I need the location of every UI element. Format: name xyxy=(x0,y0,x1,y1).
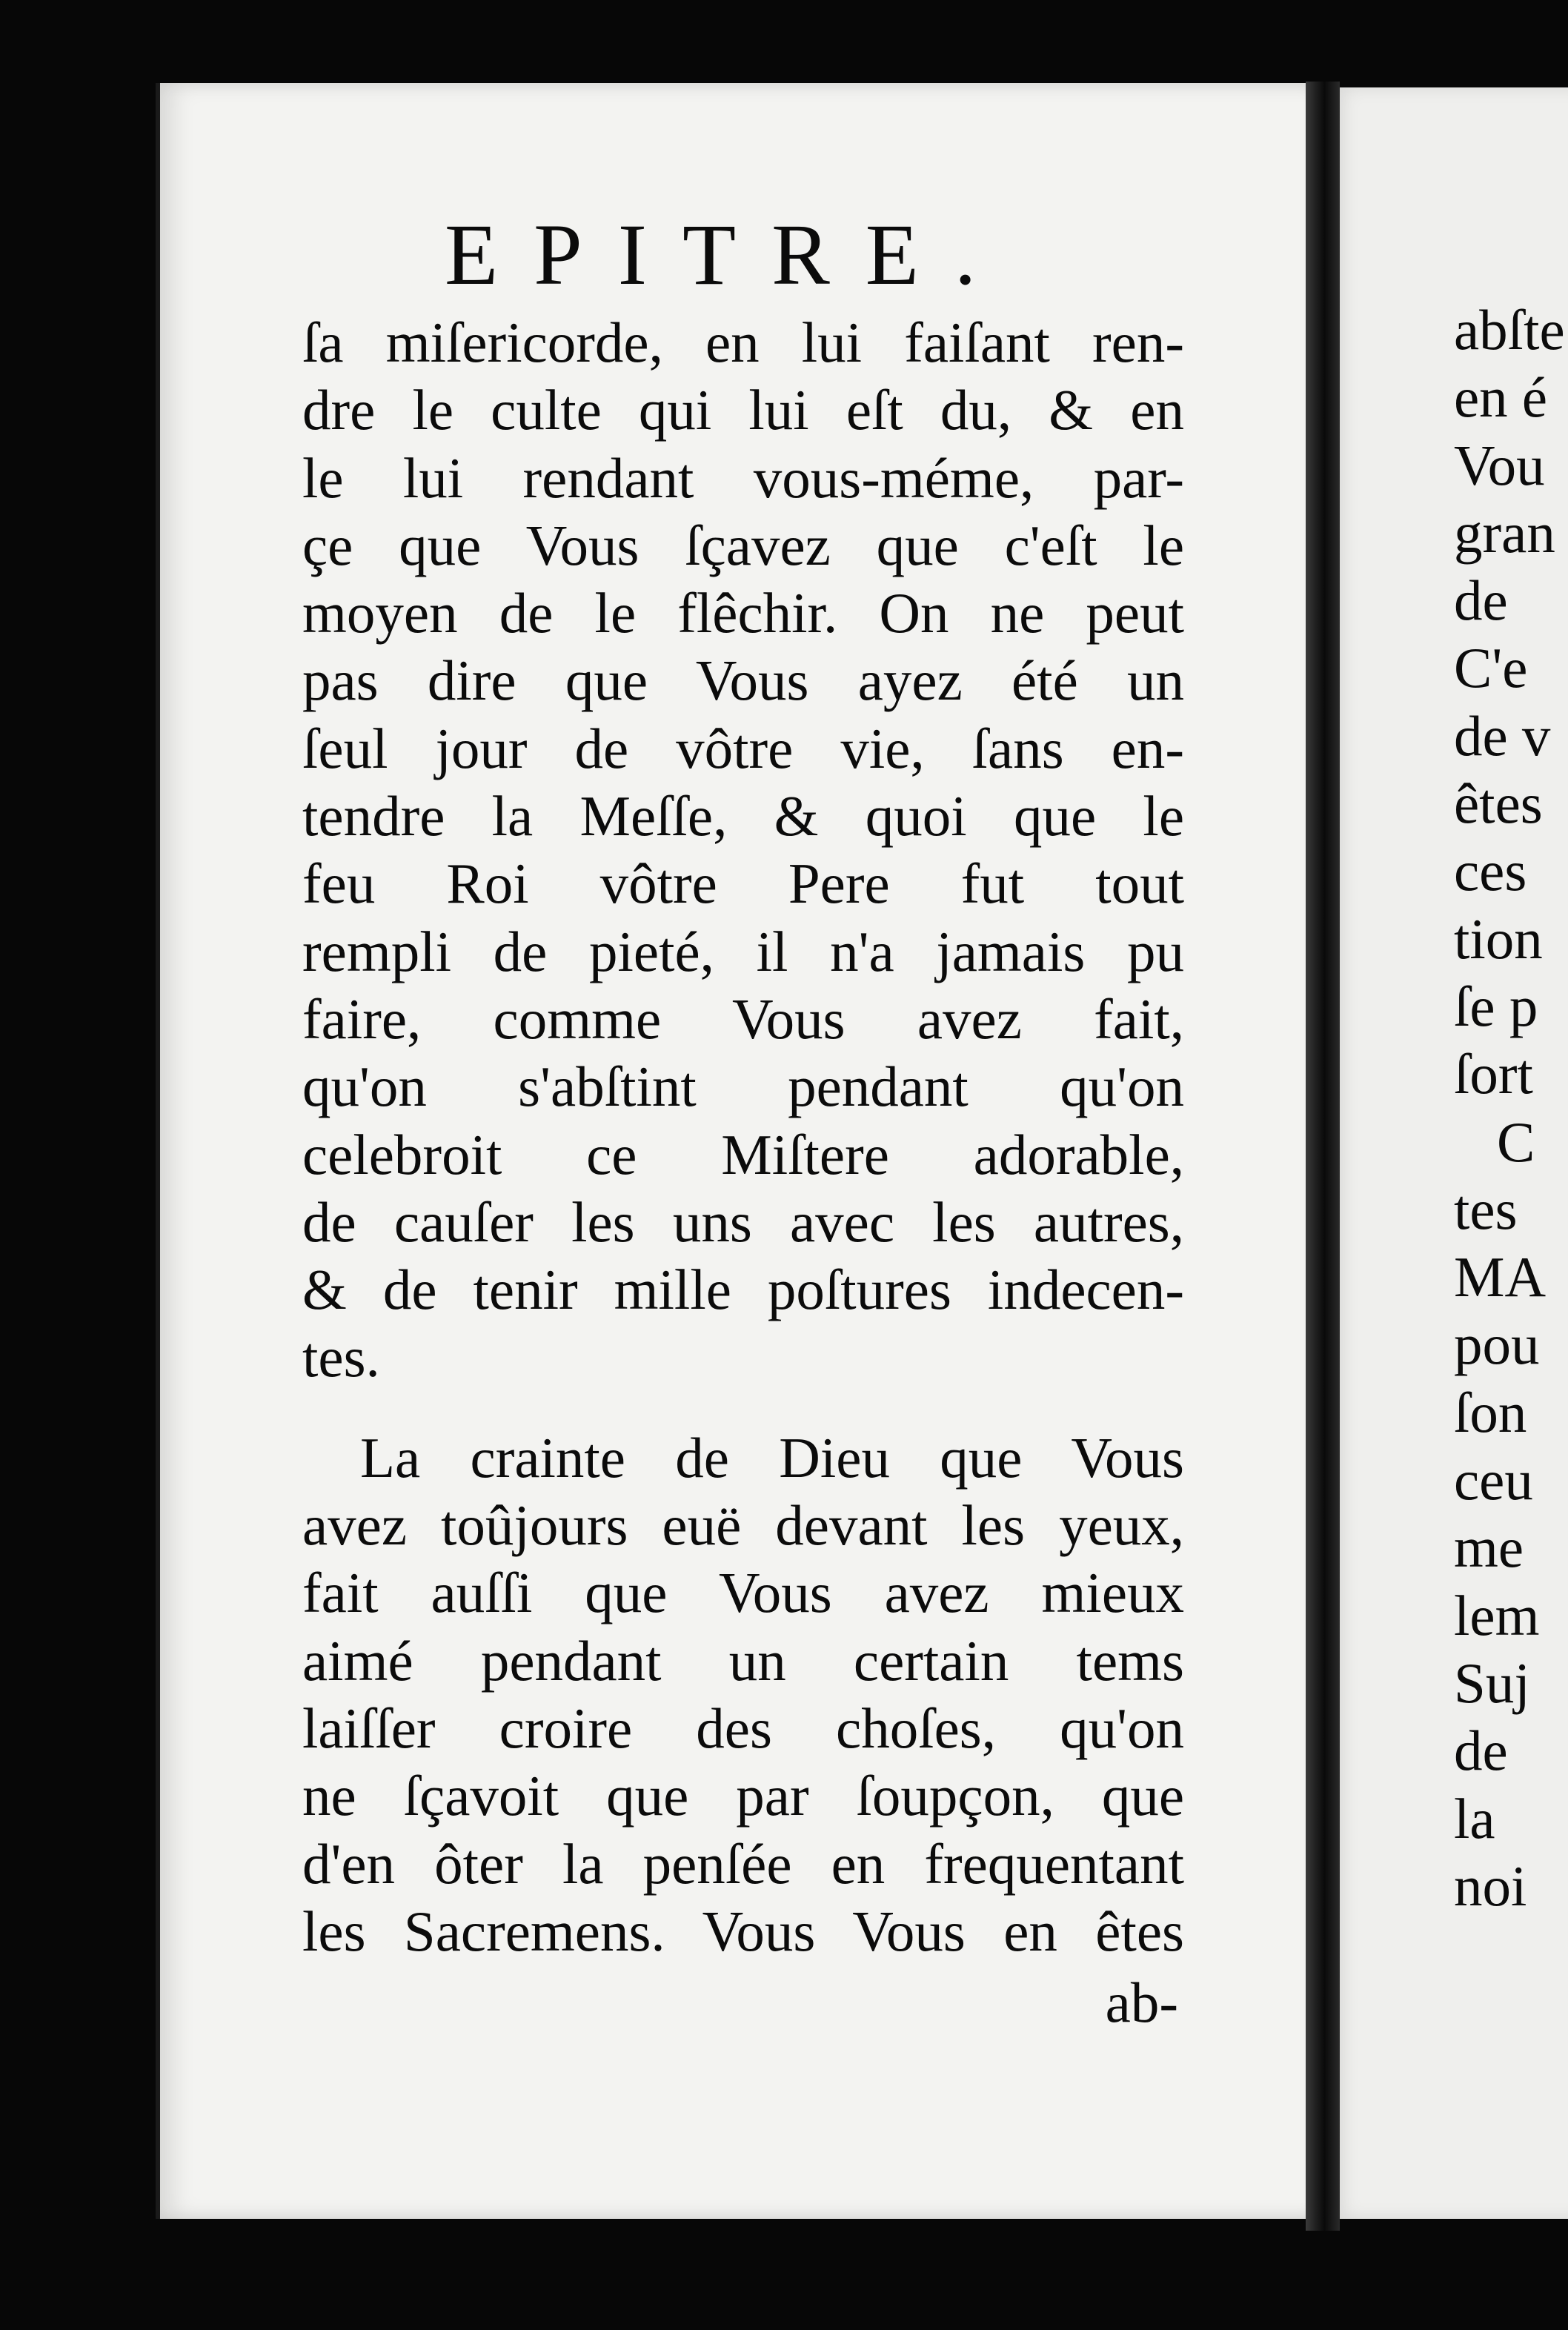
text-line: dre le culte qui lui eſt du, & en xyxy=(302,378,1184,442)
text-line: qu'on s'abſtint pendant qu'on xyxy=(302,1055,1184,1119)
right-page-line: noi xyxy=(1454,1853,1527,1918)
right-page-line: Vou xyxy=(1454,433,1545,497)
text-line: de cauſer les uns avec les autres, xyxy=(302,1189,1184,1254)
right-page-line: de xyxy=(1454,568,1508,633)
text-line: aimé pendant un certain tems xyxy=(302,1628,1184,1693)
right-page-line: MA xyxy=(1454,1245,1547,1310)
text-line: tendre la Meſſe, & quoi que le xyxy=(302,784,1184,849)
right-page-line: de v xyxy=(1454,703,1551,768)
paragraph-2 xyxy=(302,1424,1184,1965)
right-page-line: lem xyxy=(1454,1583,1540,1647)
text-line: feu Roi vôtre Pere fut tout xyxy=(302,852,1184,916)
right-page-line: tes xyxy=(1454,1177,1518,1241)
text-line: faire, comme Vous avez fait, xyxy=(302,986,1184,1051)
text-line: celebroit ce Miſtere adorable, xyxy=(302,1122,1184,1186)
text-line: fait auſſi que Vous avez mieux xyxy=(302,1561,1184,1625)
left-page-text xyxy=(302,309,1184,1965)
text-line: moyen de le flêchir. On ne peut xyxy=(302,581,1184,645)
right-page-text xyxy=(1454,296,1568,1920)
right-page-line: ceu xyxy=(1454,1448,1533,1513)
right-page-line: êtes xyxy=(1454,771,1543,836)
right-page-line: Suj xyxy=(1454,1650,1530,1715)
text-line: ſa miſericorde, en lui faiſant ren- xyxy=(302,311,1184,374)
text-line: rempli de pieté, il n'a jamais pu xyxy=(302,919,1184,983)
right-page-line: ſort xyxy=(1454,1042,1533,1106)
right-page-line: pou xyxy=(1454,1312,1540,1377)
running-head: EPITRE. xyxy=(445,206,1012,303)
paragraph-1 xyxy=(302,309,1184,1392)
text-line: le lui rendant vous-méme, par- xyxy=(302,445,1184,510)
text-line: & de tenir mille poſtures indecen- xyxy=(302,1258,1184,1322)
right-page-line: ſon xyxy=(1454,1380,1527,1444)
text-line: çe que Vous ſçavez que c'eſt le xyxy=(302,513,1184,577)
right-page-line: abſte xyxy=(1454,298,1565,362)
text-line: avez toûjours euë devant les yeux, xyxy=(302,1493,1184,1558)
book-gutter xyxy=(1306,82,1340,2231)
right-page-line: tion xyxy=(1454,906,1543,971)
right-page-line: me xyxy=(1454,1516,1524,1580)
text-line: pas dire que Vous ayez été un xyxy=(302,648,1184,713)
right-page-line: gran xyxy=(1454,500,1555,565)
right-page-line: ces xyxy=(1454,839,1527,903)
text-line: La crainte de Dieu que Vous xyxy=(360,1425,1184,1490)
text-line: tes. xyxy=(302,1325,380,1390)
right-page-line: de xyxy=(1454,1719,1508,1783)
right-page-line: C'e xyxy=(1454,636,1528,700)
text-line: les Sacremens. Vous Vous en êtes xyxy=(302,1899,1184,1963)
right-page-line: en é xyxy=(1454,365,1548,430)
catchword: ab- xyxy=(1105,1971,1178,2034)
text-line: d'en ôter la penſée en frequentant xyxy=(302,1831,1184,1896)
right-page-line: C xyxy=(1497,1109,1535,1174)
text-line: ne ſçavoit que par ſoupçon, que xyxy=(302,1764,1184,1828)
text-line: laiſſer croire des choſes, qu'on xyxy=(302,1696,1184,1760)
text-line: ſeul jour de vôtre vie, ſans en- xyxy=(302,716,1184,780)
right-page-line: ſe p xyxy=(1454,974,1538,1038)
right-page-line: la xyxy=(1454,1786,1495,1851)
